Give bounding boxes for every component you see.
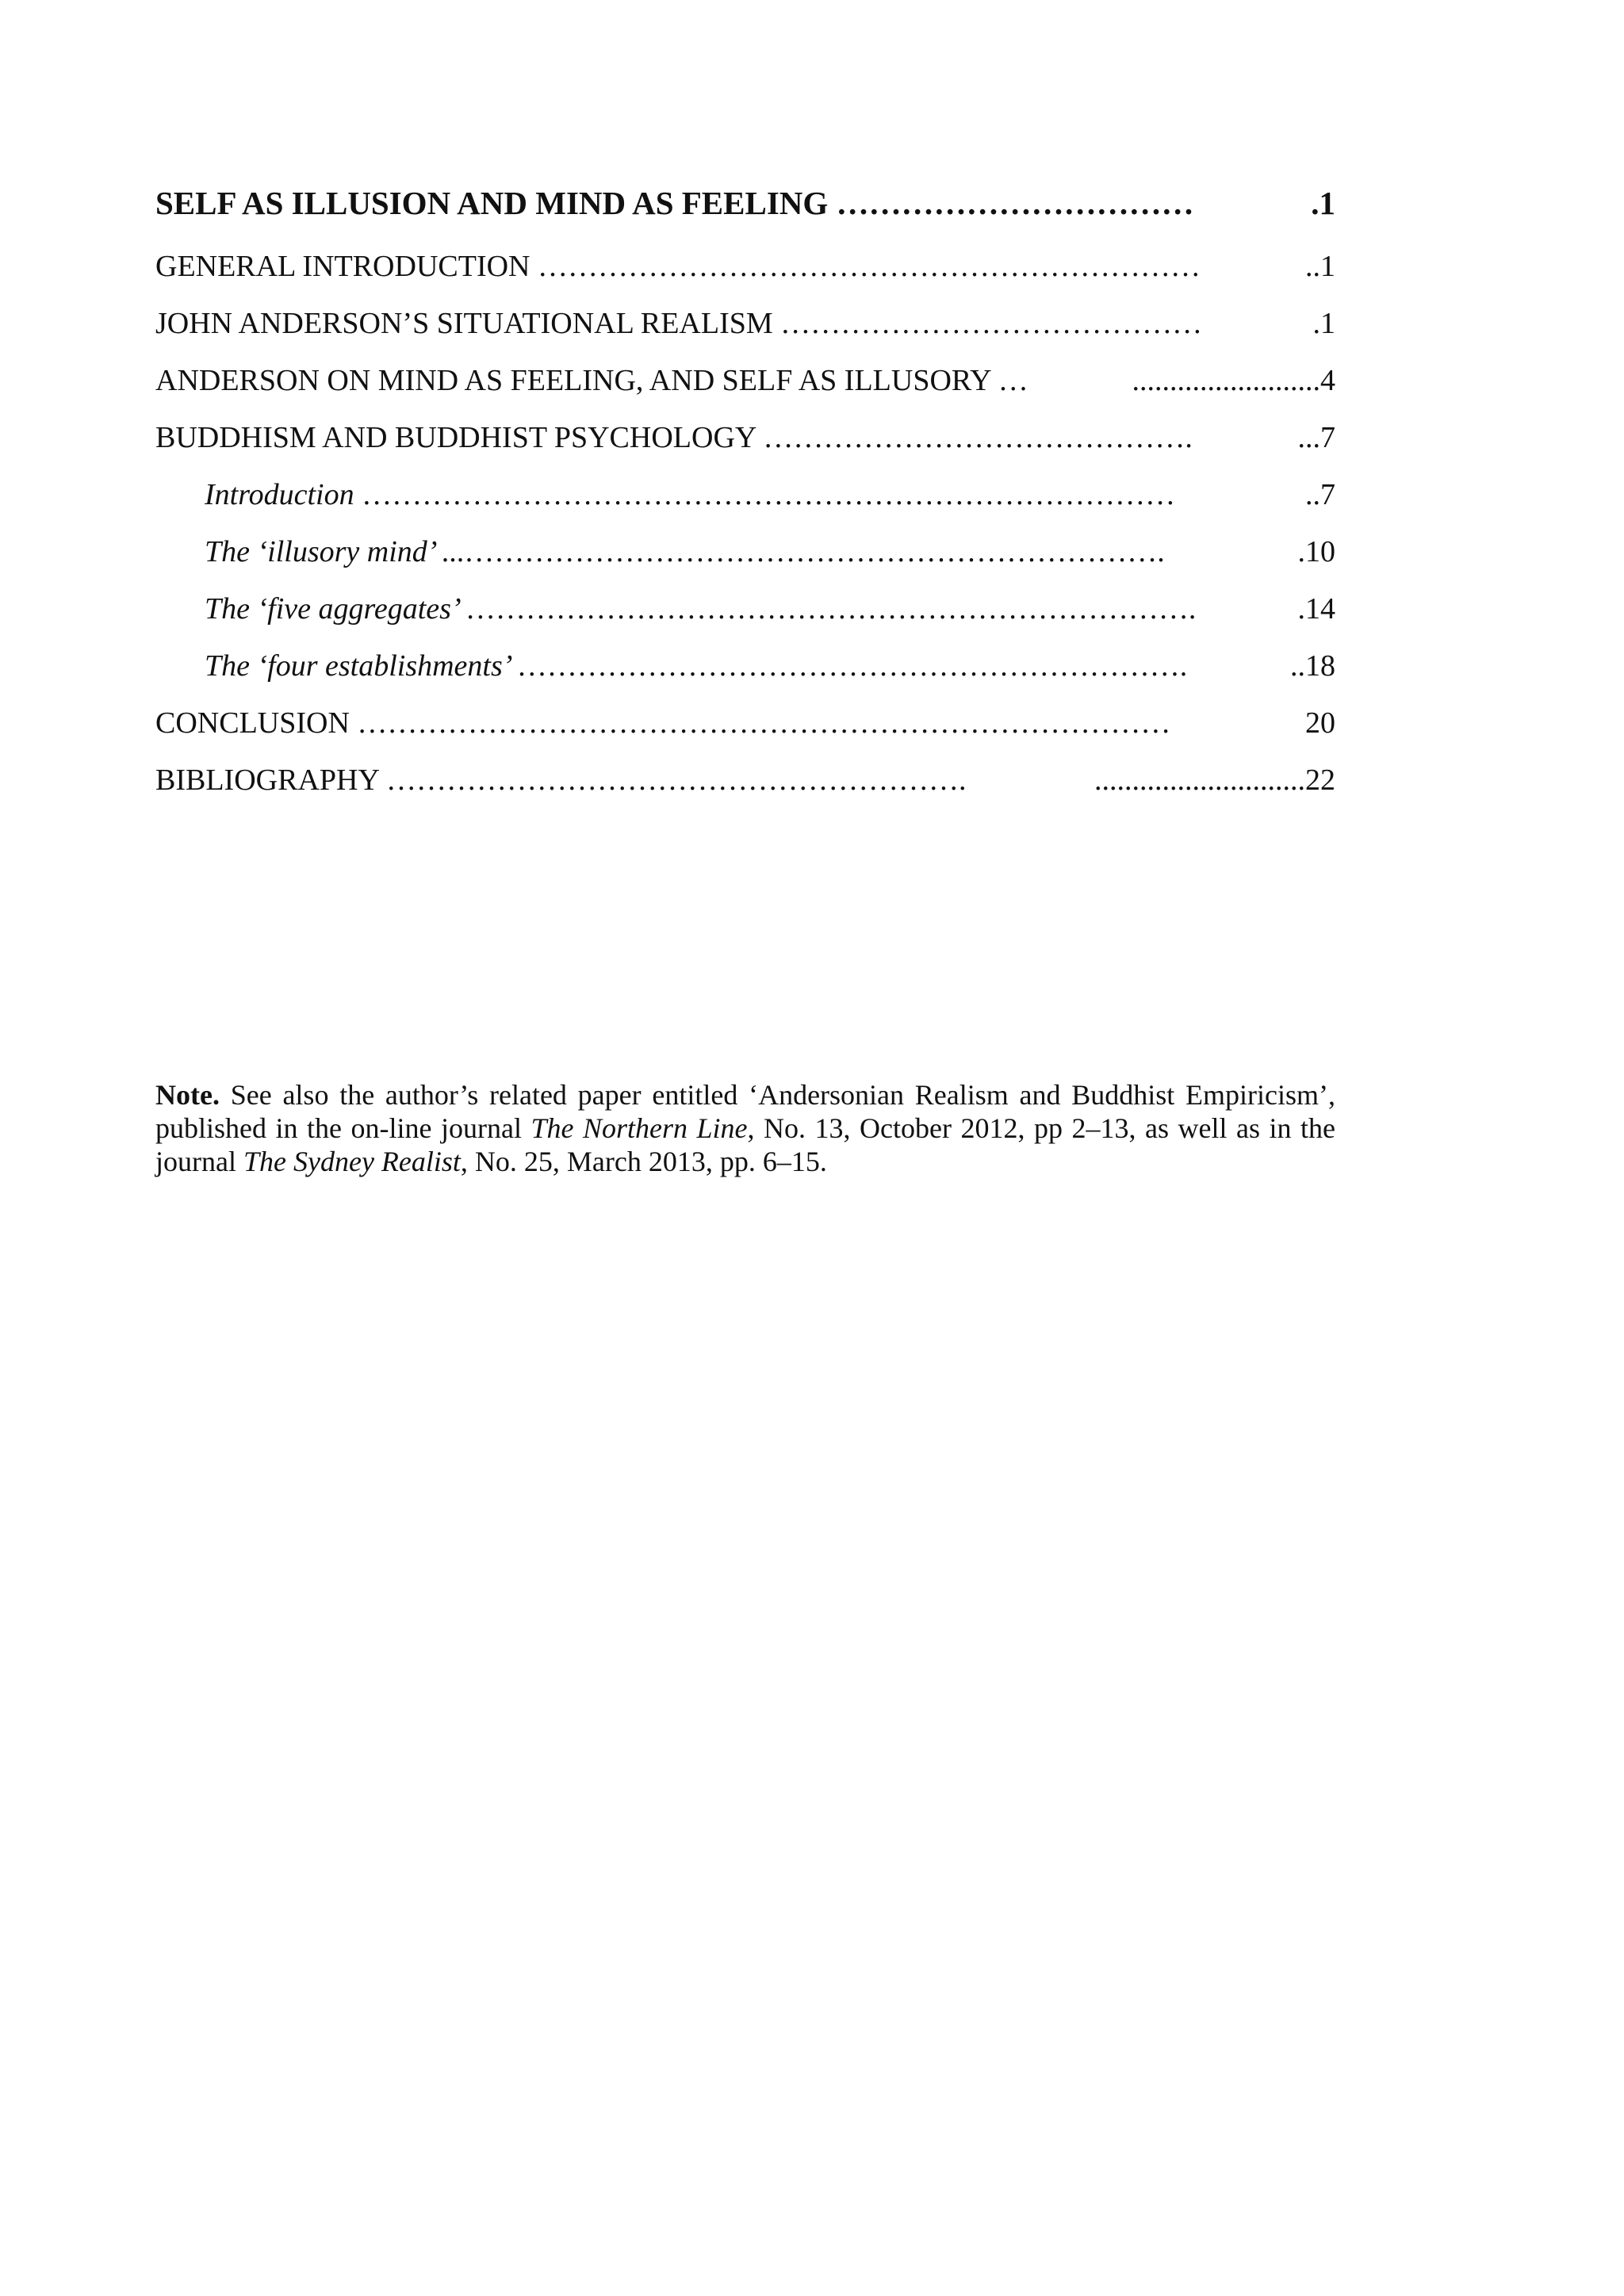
toc-entry-leader: ………………………………………………………………………	[357, 706, 1171, 740]
toc-entry-page: ............................22	[1094, 763, 1335, 797]
toc-subentry-five-aggregates	[205, 587, 1335, 631]
note-paragraph	[155, 1078, 1335, 1178]
note-label: Note.	[155, 1079, 220, 1111]
toc-entry-page: .........................4	[1132, 364, 1335, 397]
toc-title	[155, 181, 1335, 225]
toc-entry-page: ..18	[1290, 649, 1335, 683]
toc-entry-page: .10	[1297, 535, 1335, 568]
toc-entry-text: The ‘illusory mind’	[205, 535, 442, 568]
toc-entry-leader: …………………………………….	[763, 421, 1193, 454]
toc-entry-text: GENERAL INTRODUCTION	[155, 250, 538, 283]
toc-entry-page: ..7	[1305, 478, 1335, 511]
toc-entry-text: BIBLIOGRAPHY	[155, 763, 386, 797]
toc-entry-text: The ‘four establishments’	[205, 649, 517, 683]
toc-entry-buddhism-psychology	[155, 415, 1335, 460]
note-text-2: , No. 13, October 2012, pp 2–13, as well as in the journal	[155, 1112, 1336, 1177]
toc-entry-leader: ……………………………………………………………….	[465, 592, 1197, 626]
toc-entry-text: Introduction	[205, 478, 362, 511]
toc-entry-leader: …………………………………………………………	[537, 250, 1201, 283]
toc-entry-situational-realism	[155, 301, 1335, 346]
toc-subentry-four-establishments	[205, 644, 1335, 688]
toc-entry-page: 20	[1305, 706, 1335, 740]
toc-entry-page: .1	[1312, 307, 1335, 340]
toc-entry-bibliography	[155, 758, 1335, 802]
toc-entry-text: JOHN ANDERSON’S SITUATIONAL REALISM	[155, 307, 781, 340]
toc-entry-page: ..1	[1305, 250, 1335, 283]
toc-entry-leader: …	[998, 364, 1028, 397]
toc-subentry-introduction	[205, 473, 1335, 517]
toc-entry-leader: ...…………………………………………………………….	[441, 535, 1165, 568]
toc-entry-text: CONCLUSION	[155, 706, 358, 740]
toc-entry-text: BUDDHISM AND BUDDHIST PSYCHOLOGY	[155, 421, 764, 454]
toc-entry-conclusion	[155, 701, 1335, 745]
toc-entry-general-introduction	[155, 244, 1335, 289]
note-journal-sydney-realist: The Sydney Realist	[243, 1146, 461, 1177]
toc-entry-page: ...7	[1297, 421, 1335, 454]
toc-entry-text: The ‘five aggregates’	[205, 592, 465, 626]
toc-subentry-illusory-mind	[205, 530, 1335, 574]
toc-entry-leader: ………………………………………………………….	[516, 649, 1188, 683]
toc-entry-anderson-mind-feeling	[155, 358, 1335, 403]
note-journal-northern-line: The Northern Line	[530, 1112, 748, 1144]
toc-title-text: SELF AS ILLUSION AND MIND AS FEELING	[155, 185, 837, 221]
toc-title-leader: ……………………………	[836, 185, 1194, 221]
toc-entry-page: .14	[1297, 592, 1335, 626]
toc-entry-leader: ………………………………………………….	[386, 763, 967, 797]
toc-title-page: .1	[1311, 185, 1335, 221]
toc-entry-leader: ………………………………………………………………………	[362, 478, 1176, 511]
toc-entry-leader: ……………………………………	[780, 307, 1203, 340]
note-text-1: See also the author’s related paper entitled ‘Andersonian Realism and Buddhist Empiricism’, published in the on-line journal	[155, 1079, 1335, 1144]
toc-entry-text: ANDERSON ON MIND AS FEELING, AND SELF AS ILLUSORY	[155, 364, 998, 397]
note-text-3: , No. 25, March 2013, pp. 6–15.	[460, 1146, 827, 1177]
